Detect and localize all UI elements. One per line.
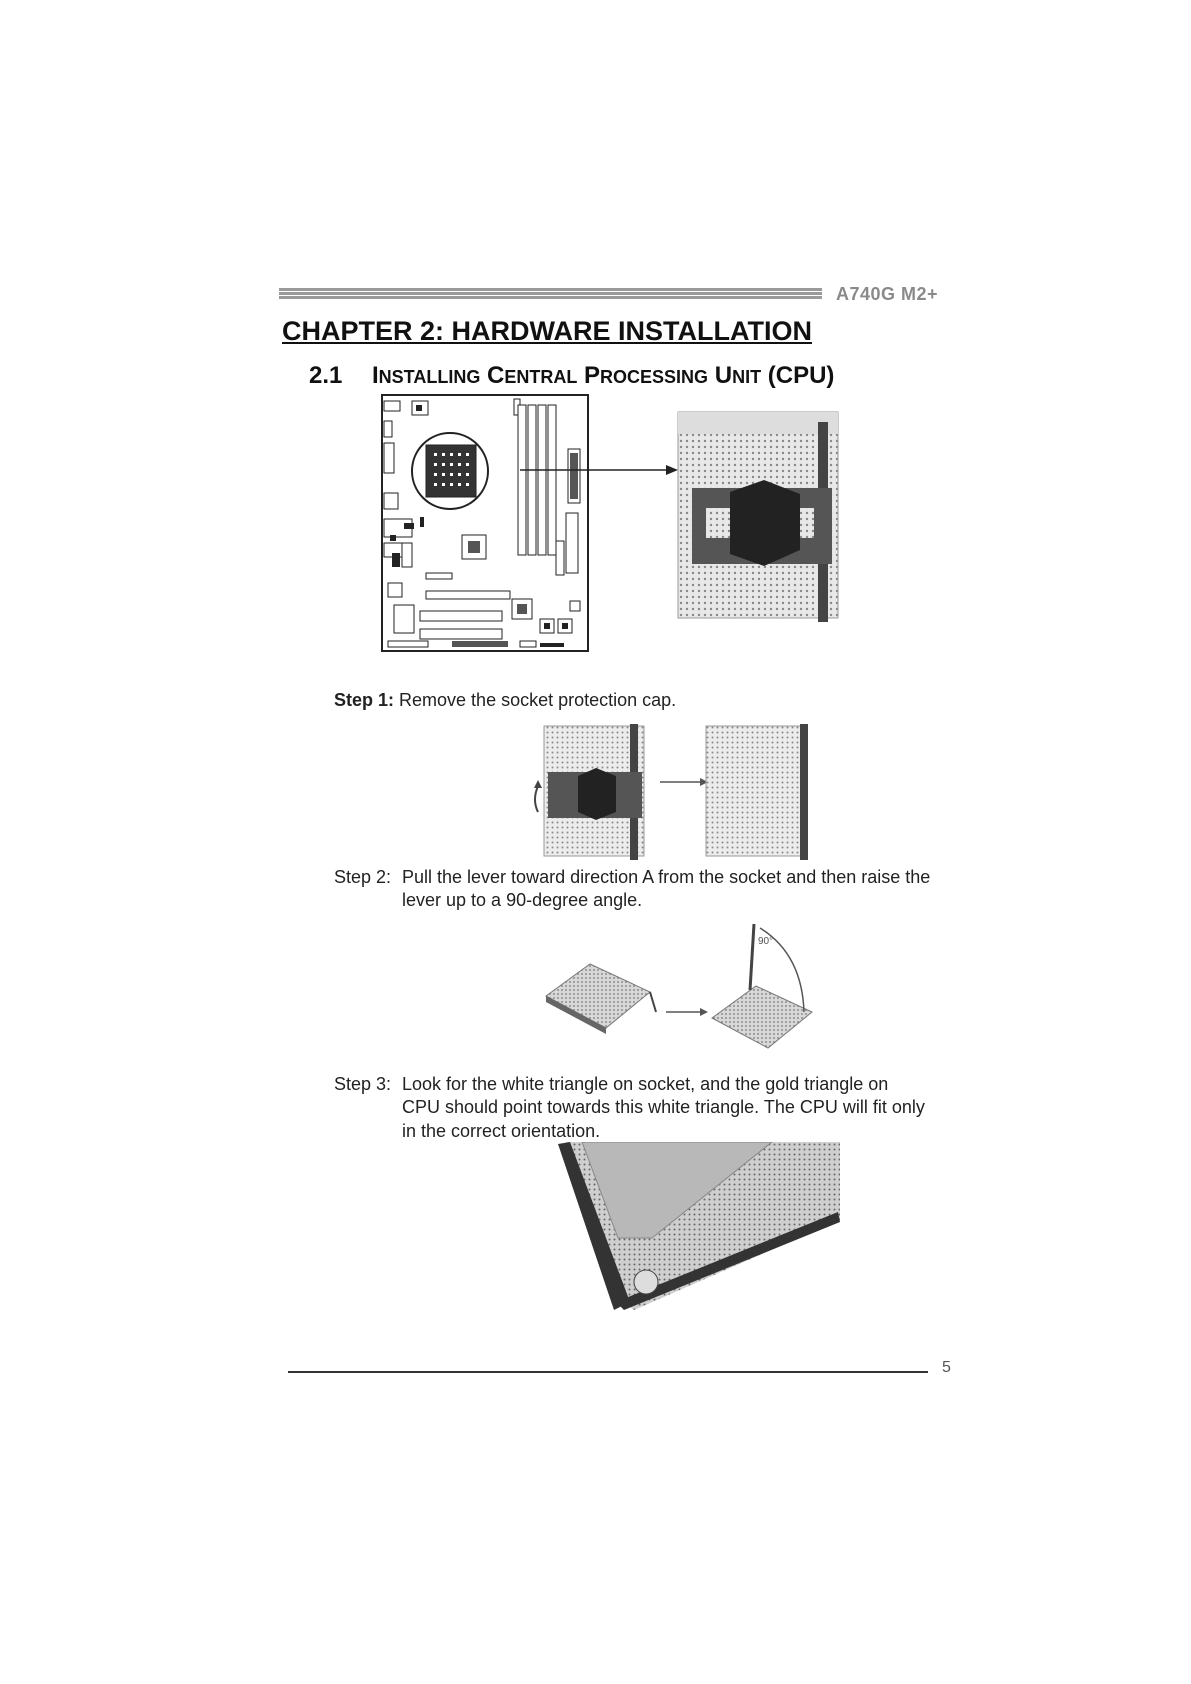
section-title: INSTALLING CENTRAL PROCESSING UNIT (CPU) (372, 362, 835, 389)
step-3-text-line-1: Look for the white triangle on socket, and the gold triangle on (402, 1074, 889, 1094)
step-1-text: Remove the socket protection cap. (399, 690, 677, 710)
step-1 (334, 689, 676, 712)
header-rule (279, 288, 822, 299)
step-3-label: Step 3: (334, 1074, 392, 1094)
callout-arrow (520, 460, 680, 480)
motherboard-diagram (380, 393, 590, 653)
step-2-text-line-2: lever up to a 90-degree angle. (402, 890, 643, 910)
model-name: A740G M2+ (836, 284, 939, 304)
step-3-figure (552, 1142, 842, 1310)
step-1-figure (530, 720, 830, 860)
step-2-label: Step 2: (334, 867, 392, 887)
step-2-figure (540, 920, 820, 1050)
step-3-text-line-2: CPU should point towards this white triangle. The CPU will fit only (402, 1097, 925, 1117)
footer-rule (288, 1371, 928, 1373)
chapter-title: CHAPTER 2: HARDWARE INSTALLATION (282, 316, 812, 346)
angle-label: 90° (758, 936, 774, 947)
section-number: 2.1 (309, 362, 343, 389)
step-1-label: Step 1: (334, 690, 395, 710)
page-number: 5 (942, 1359, 951, 1376)
step-3-text-line-3: in the correct orientation. (402, 1121, 601, 1141)
step-2-text-line-1: Pull the lever toward direction A from the socket and then raise the (402, 867, 931, 887)
socket-photo (672, 408, 854, 626)
